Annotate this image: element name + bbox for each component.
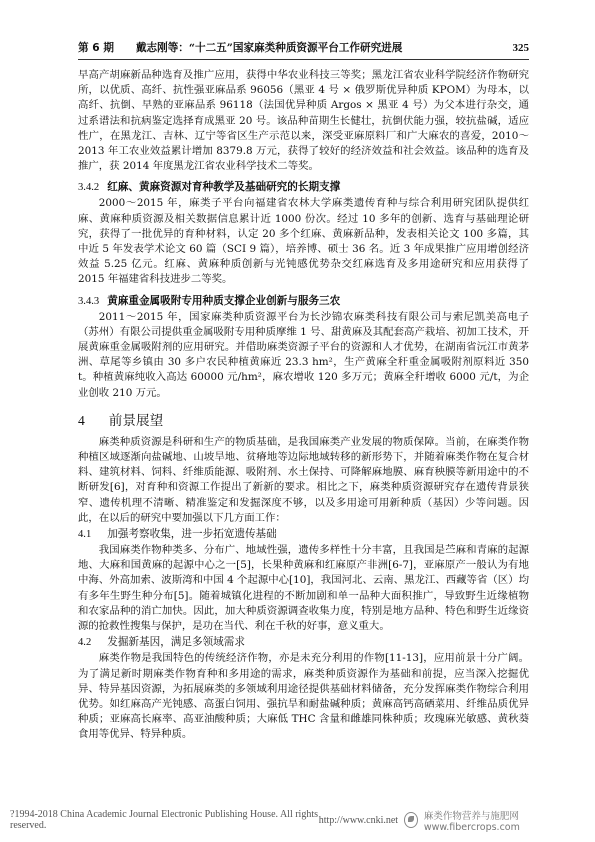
running-header: [78, 40, 529, 58]
paragraph: 2011～2015 年，国家麻类种质资源平台为长沙锦农麻类科技有限公司与索尼凯美高电子（苏州）有限公司提供重金属吸附专用种质摩维 1 号、甜黄麻及其配套高产栽培、初加工技术，开展黄麻重金属吸附剂的应用研究。并借助麻类资源子平台的资源和人才优势，在湖南省沅江市黄茅洲、草尾等乡镇由 30 多户农民种植黄麻近 23.3 hm²，生产黄麻全秆重金属吸附剂原料近 350 t。种植黄麻纯收入高达 60000 元/hm²，麻农增收 120 多万元；黄麻全秆增收 6000 元/t，为企业创收 210 万元。: [78, 310, 529, 399]
section-number: 3.4.3: [78, 295, 100, 307]
paragraph: 我国麻类作物种类多、分布广、地域性强，遗传多样性十分丰富，且我国是苎麻和青麻的起源地、大麻和国黄麻的起源中心之一[5]，长果种黄麻和红麻原产非洲[6-7]，亚麻原产一般认为有地中海、外高加索、波斯湾和中国 4 个起源中心[10]，我国河北、云南、黑龙江、西藏等省（区）均有多年生野生种分布[5]。随着城镇化进程的不断加剧和单一品种大面积推广，导致野生近缘植物和农家品种的消亡加快。因此，加大种质资源调查收集力度，特别是地方品种、特色和野生近缘资源的抢救性搜集与保护，是功在当代、利在千秋的好事，意义重大。: [78, 544, 529, 633]
section-heading-4: [78, 411, 529, 431]
section-title: 红麻、黄麻资源对育种教学及基础研究的长期支撑: [107, 181, 341, 194]
section-number: 4.1: [78, 529, 92, 541]
paragraph: 麻类作物是我国特色的传统经济作物，亦是未充分利用的作物[11-13]，应用前景十分广阔。为了满足新时期麻类作物育种和多用途的需求，麻类种质资源作为基础和前提，应当深入挖掘优异、特异基因资源，为拓展麻类的多领域利用途径提供基础材料储备，充分发挥麻类作物综合利用优势。如红麻高产光钝感、高蛋白饲用、强抗旱和耐盐碱种质；黄麻高钙高硒菜用、纤维品质优异种质；亚麻高长麻率、高亚油酸种质；大麻低 THC 含量和雌雄同株种质；玫瑰麻光敏感、黄秋葵食用等优异、特异种质。: [78, 652, 529, 741]
footer-url[interactable]: http://www.cnki.net: [318, 814, 399, 826]
section-number: 3.4.2: [78, 182, 100, 194]
section-heading-3-4-3: [78, 293, 529, 310]
section-title: 黄麻重金属吸附专用种质支撑企业创新与服务三农: [107, 294, 341, 307]
page-number: 325: [512, 42, 529, 54]
issue-number: 第 6 期: [78, 42, 114, 54]
footer-right: [319, 808, 587, 833]
section-number: 4.2: [78, 637, 92, 649]
watermark-text: 麻类作物营养与施肥网 www.fibercrops.com: [423, 810, 520, 833]
article-body: [78, 68, 529, 743]
paragraph: 麻类种质资源是科研和生产的物质基础，是我国麻类产业发展的物质保障。当前，在麻类作物种植区域逐渐向盐碱地、山坡旱地、贫瘠地等边际地域转移的新形势下，并随着麻类作物在复合材料、建筑材料、饲料、纤维质能源、吸附剂、水土保持、可降解麻地膜、麻育秧膜等新用途中的不断研发[6]，对育种和资源工作提出了新新的要求。相比之下，麻类种质资源研究存在遗传背景狭窄、遗传机理不清晰、精准鉴定和发掘深度不够，以及多用途可用新种质（基因）少等问题。因此，在以后的研究中要加强以下几方面工作：: [78, 435, 529, 524]
footer: [10, 809, 587, 833]
paragraph: 2000～2015 年，麻类子平台向福建省农林大学麻类遗传育种与综合利用研究团队提供红麻、黄麻种质资源及相关数据信息累计近 1000 份次。经过 10 多年的创新、选育与基础理论研究，获得了一批优异的育种材料，认定 20 多个红麻、黄麻新品种，发表相关论文 100 多篇，其中近 5 年发表学术论文 60 篇（SCI 9 篇），培养博、硕士 36 名。近 3 年成果推广应用增创经济效益 5.25 亿元。红麻、黄麻种质创新与光钝感优势杂交红麻选育及多用途研究和应用获得了 2015 年福建省科技进步二等奖。: [78, 197, 529, 286]
paragraph: 早高产胡麻新品种选育及推广应用，获得中华农业科技三等奖；黑龙江省农业科学院经济作物研究所，以优质、高纤、抗性强亚麻品系 96056（黑亚 4 号 × 俄罗斯优异种质 KPOM）为母本，以高纤、抗倒、早熟的亚麻品系 96118（法国优异种质 Argos × 黑亚 4 号）为父本进行杂交，通过系谱法和抗病鉴定选择育成黑亚 20 号。该品种苗期生长健壮，抗倒伏能力强，较抗盐碱，适应性广，在黑龙江、吉林、辽宁等省区生产示范以来，深受亚麻原料厂和广大麻农的喜爱，2010～2013 年工农业效益累计增加 8379.8 万元，获得了较好的经济效益和社会效益。该品种的选育及推广，获 2014 年度黑龙江省农业科学技术二等奖。: [78, 69, 529, 173]
running-title: 戴志刚等：“十二五”国家麻类种质资源平台工作研究进展: [135, 42, 403, 54]
header-rule: [78, 59, 529, 60]
section-title: 加强考察收集，进一步拓宽遗传基础: [107, 528, 277, 541]
section-heading-4-1: [78, 526, 529, 543]
watermark-logo-icon: [404, 812, 418, 828]
section-title: 前景展望: [108, 412, 164, 429]
section-number: 4: [78, 412, 85, 428]
copyright-notice: ?1994-2018 China Academic Journal Electronic Publishing House. All rights reserved.: [10, 809, 319, 831]
section-heading-3-4-2: [78, 179, 529, 196]
section-title: 发掘新基因，满足多领域需求: [107, 636, 245, 649]
section-heading-4-2: [78, 634, 529, 651]
